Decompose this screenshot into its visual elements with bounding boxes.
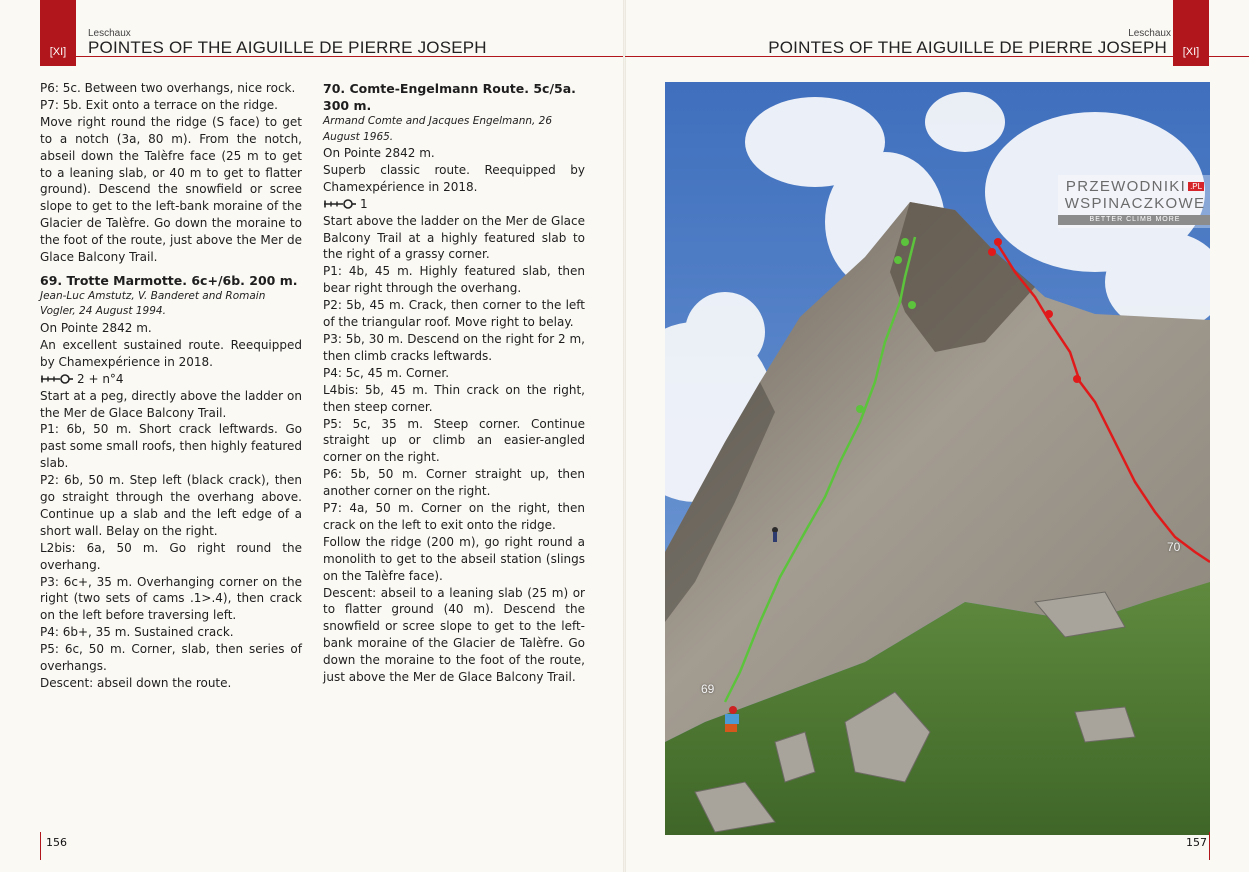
header-area: Leschaux [1128,28,1171,39]
route-photo [665,82,1210,835]
route-69-start: Start at a peg, directly above the ladder on the Mer de Glace Balcony Trail. [40,388,302,420]
route-70-pitch: P4: 5c, 45 m. Corner. [323,365,450,380]
intro-paragraph: Move right round the ridge (S face) to get to a notch (3a, 80 m). From the notch, abseil down the Talèfre face (25 m to get to a leaning slab, or 40 m to get to flatter ground). Descend the snowfield or scree slope to get to the left-bank moraine of the Glacier de Talèfre. Go down the moraine to the foot of the route, just above the Mer de Glace Balcony Trail. [40,114,302,265]
page-number: 156 [46,836,67,849]
route-69-gear [40,371,302,388]
route-69-authors: Jean-Luc Amstutz, V. Banderet and Romain Vogler, 24 August 1994. [40,289,266,318]
route-69-pitch: P1: 6b, 50 m. Short crack leftwards. Go past some small roofs, then highly featured slab. [40,422,302,471]
page-number-bar [40,832,41,860]
chapter-tab: [XI] [40,0,76,66]
watermark-tagline: BETTER CLIMB MORE [1058,215,1210,225]
page-number: 157 [1186,836,1207,849]
column-2 [323,80,585,686]
route-69-location: On Pointe 2842 m. [40,320,152,335]
page-number-bar [1209,832,1210,860]
route-70-gear [323,196,585,213]
route-69-pitch: P5: 6c, 50 m. Corner, slab, then series of overhangs. [40,642,302,674]
route-69-gear-count: 2 + n°4 [77,371,124,386]
column-1 [40,80,302,692]
watermark-line1: PRZEWODNIKI [1065,178,1187,195]
route-70-pitch: P6: 5b, 50 m. Corner straight up, then another corner on the right. [323,467,585,499]
route-70-pitch: P2: 5b, 45 m. Crack, then corner to the left of the triangular roof. Move right to belay. [323,298,585,330]
route-69-pitch: P3: 6c+, 35 m. Overhanging corner on the right (two sets of cams .1>.4), then crack on the left before traversing left. [40,574,302,623]
intro-line: P6: 5c. Between two overhangs, nice rock. [40,81,296,95]
route-69-pitch: P4: 6b+, 35 m. Sustained crack. [40,625,234,640]
route-label-70: 70 [1167,540,1181,554]
route-70-pitch: P7: 4a, 50 m. Corner on the right, then crack on the left to exit onto the ridge. [323,501,585,532]
quickdraw-icon [323,199,357,209]
route-label-69: 69 [701,682,715,696]
route-70-location: On Pointe 2842 m. [323,146,435,160]
route-69-pitch: P2: 6b, 50 m. Step left (black crack), then go straight through the overhang above. Continue up a slab and the left edge of a short wall. Belay on the right. [40,473,302,538]
route-70-pitch: P3: 5b, 30 m. Descend on the right for 2 m, then climb cracks leftwards. [323,331,585,363]
route-70-start: Start above the ladder on the Mer de Glace Balcony Trail at a highly featured slab to the right of a grassy corner. [323,213,585,262]
header-title: POINTES OF THE AIGUILLE DE PIERRE JOSEPH [88,38,487,57]
watermark-logo [1058,175,1210,228]
intro-line: P7: 5b. Exit onto a terrace on the ridge. [40,97,278,112]
header-rule-end [1209,56,1249,57]
header-title: POINTES OF THE AIGUILLE DE PIERRE JOSEPH [768,38,1167,57]
left-page [0,0,624,872]
quickdraw-icon [40,374,74,384]
chapter-tab: [XI] [1173,0,1209,66]
route-69-pitch: L2bis: 6a, 50 m. Go right round the overhang. [40,540,302,572]
route-70-descent: Descent: abseil to a leaning slab (25 m) or to flatter ground (40 m). Descend the snowfield or scree slope to get to the left-bank moraine of the Glacier de Talèfre. Go down the moraine to the foot of the route, just above the Mer de Glace Balcony Trail. [323,585,585,685]
header-area: Leschaux [88,28,131,39]
route-69-summary: An excellent sustained route. Reequipped by Chamexpérience in 2018. [40,337,302,369]
route-70-pitch: P5: 5c, 35 m. Steep corner. Continue straight up or climb an easier-angled corner on the right. [323,416,585,465]
watermark-line2: WSPINACZKOWE [1064,195,1206,212]
watermark-tld: .PL [1190,182,1203,191]
right-page [625,0,1249,872]
route-69-descent: Descent: abseil down the route. [40,676,232,690]
route-70-pitch: L4bis: 5b, 45 m. Thin crack on the right, then steep corner. [323,382,585,414]
route-70-title: 70. Comte-Engelmann Route. 5c/5a. 300 m. [323,81,576,113]
route-70-gear-count: 1 [360,196,368,211]
route-70-summary: Superb classic route. Reequipped by Chamexpérience in 2018. [323,162,585,194]
route-70-ridge: Follow the ridge (200 m), go right round a monolith to get to the abseil station (slings on the Talèfre face). [323,534,585,583]
route-69-title: 69. Trotte Marmotte. 6c+/6b. 200 m. [40,272,298,288]
route-70-pitch: P1: 4b, 45 m. Highly featured slab, then bear right through the overhang. [323,264,585,296]
route-70-authors: Armand Comte and Jacques Engelmann, 26 August 1965. [323,115,553,143]
